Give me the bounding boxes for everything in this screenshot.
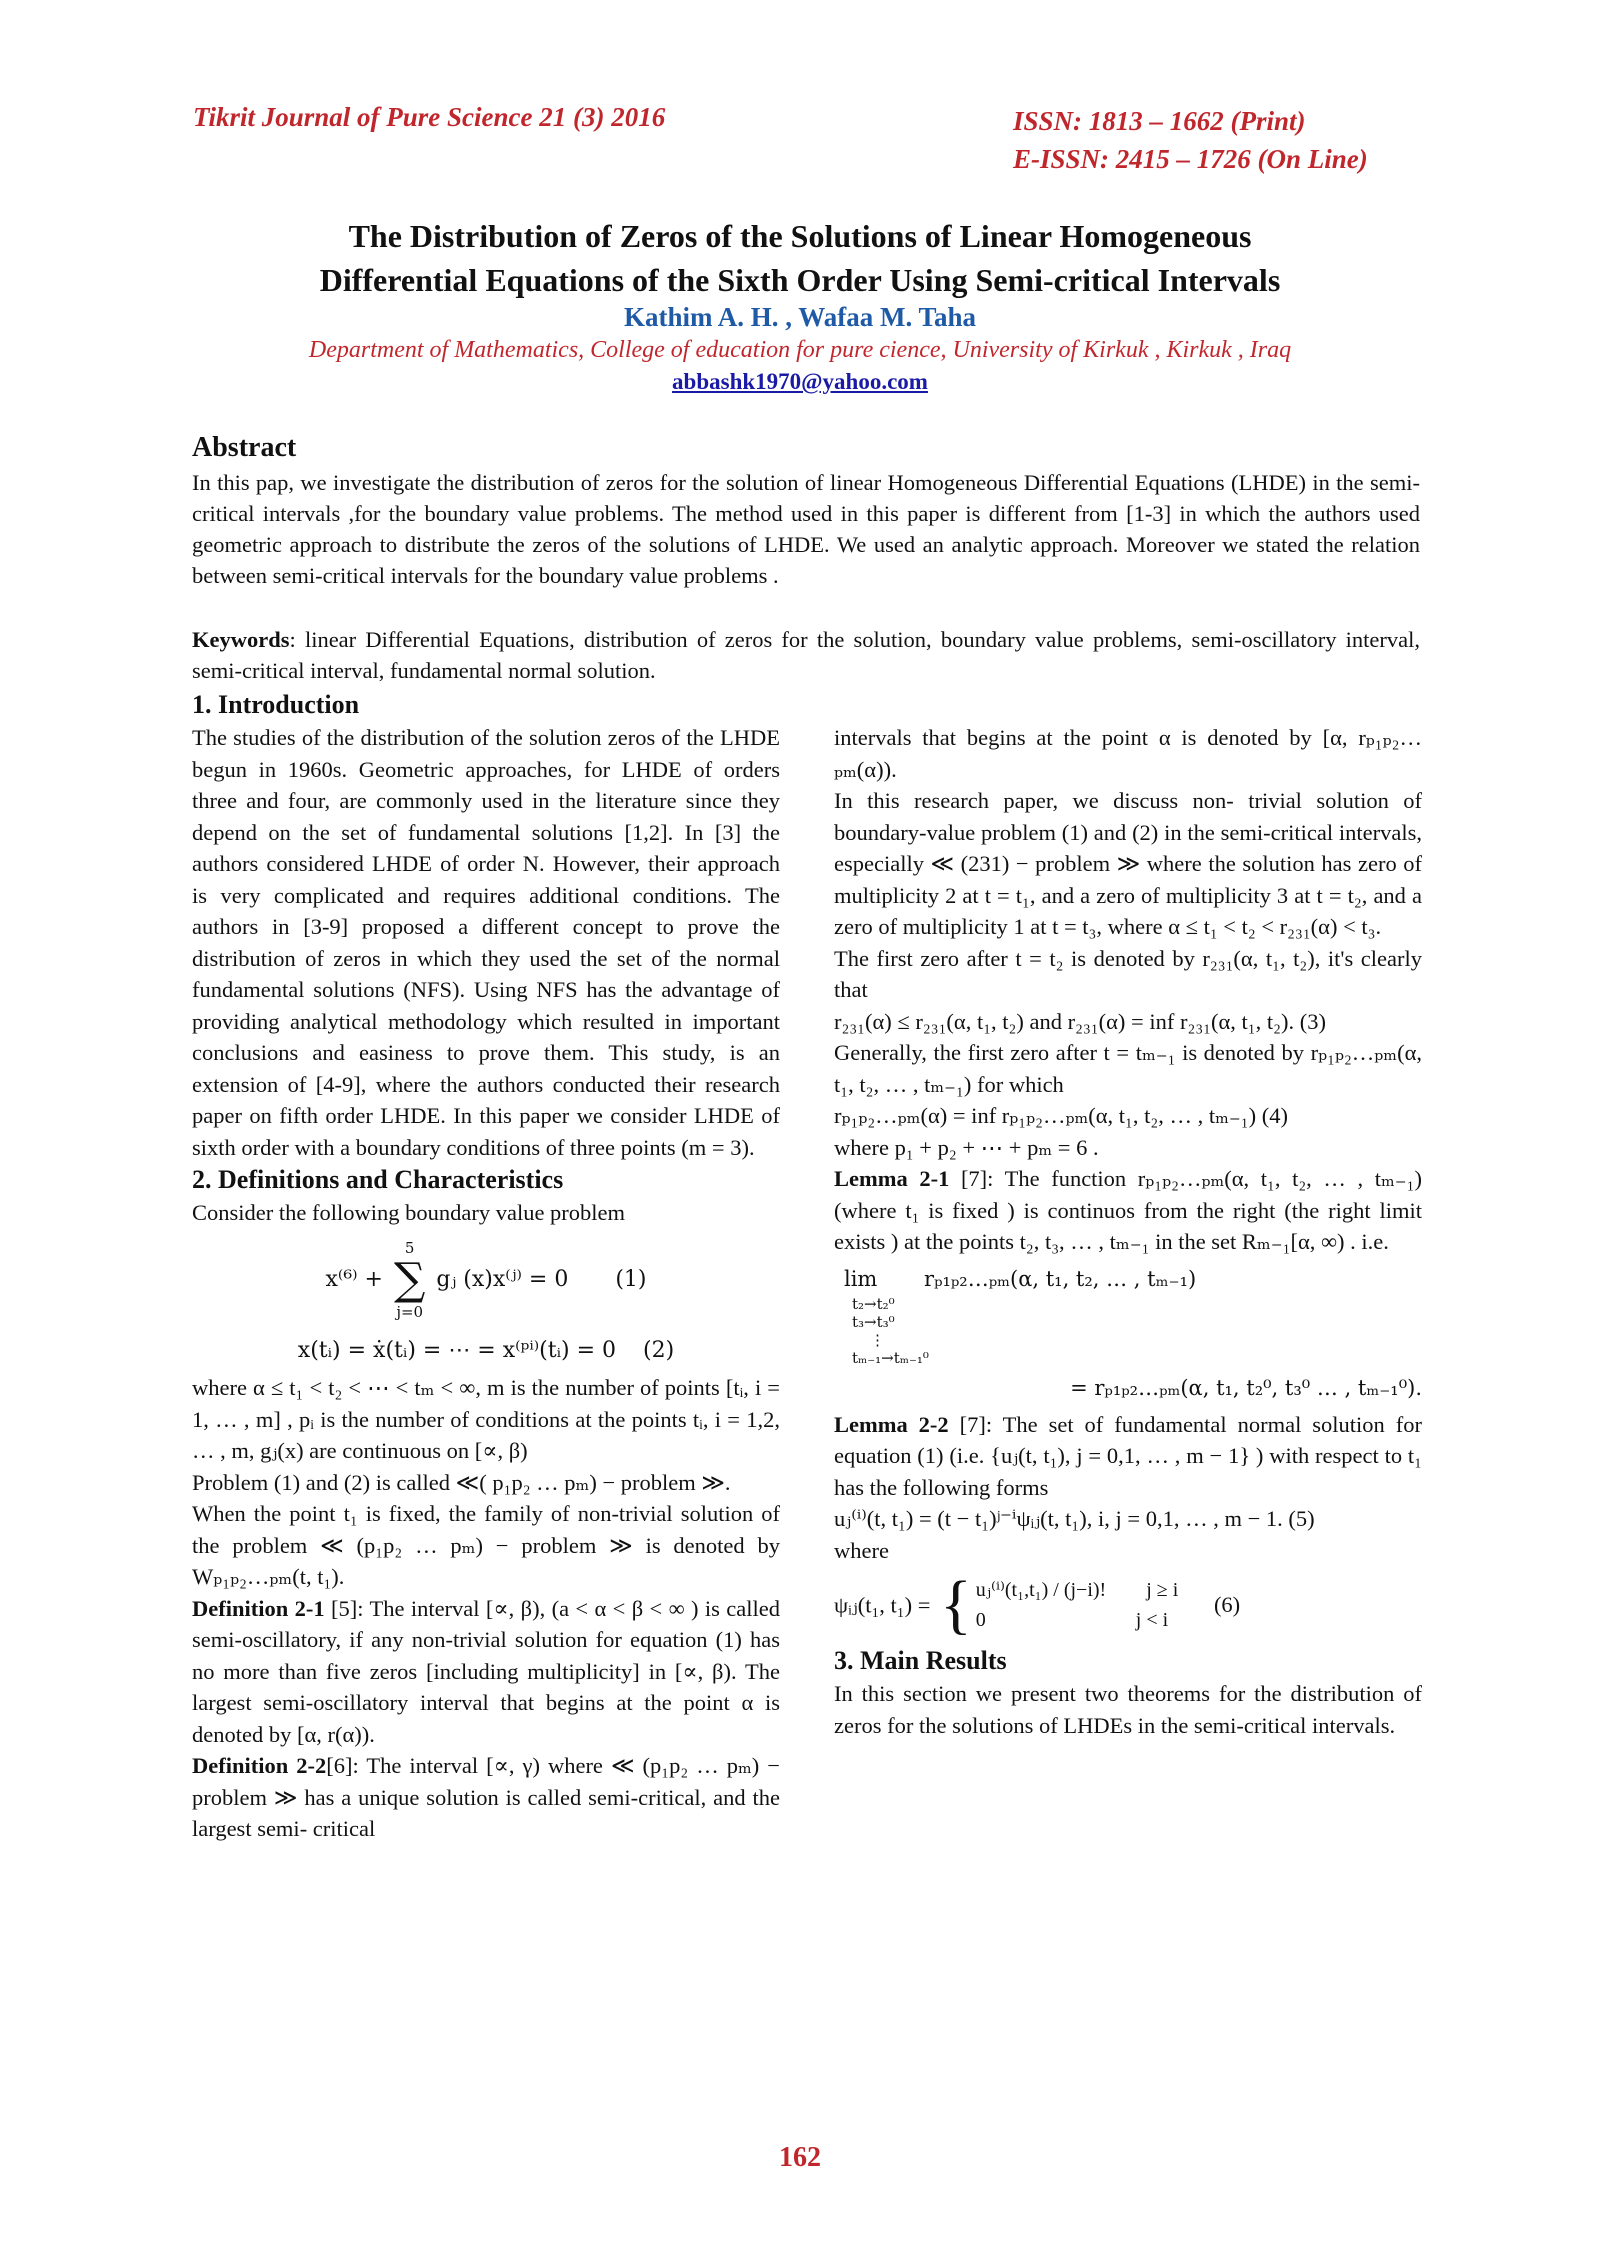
where-text: where α ≤ t₁ < t₂ < ⋯ < tₘ < ∞, m is the number of points [tᵢ, i = 1, … , m] , pᵢ is the number of conditions at the points tᵢ, i = 1,2, … , m, gⱼ(x) are continuous on [∝, β) xyxy=(192,1375,780,1463)
lim-sub-2: t₃→t₃⁰ xyxy=(852,1313,895,1331)
brace-icon: { xyxy=(940,1568,972,1641)
lim-rhs: = rₚ₁ₚ₂…ₚₘ(α, t₁, t₂⁰, t₃⁰ … , tₘ₋₁⁰). xyxy=(1070,1376,1422,1400)
limit-line xyxy=(844,1264,1422,1296)
eq1-lhs: x⁽⁶⁾ + xyxy=(325,1266,383,1292)
equation-5: uⱼ⁽ⁱ⁾(t, t₁) = (t − t₁)ʲ⁻ⁱψᵢⱼ(t, t₁), i, j = 0,1, … , m − 1. (5) xyxy=(834,1506,1315,1531)
paper-title xyxy=(180,214,1420,302)
eq6-number: (6) xyxy=(1213,1592,1241,1618)
sum-lower: j=0 xyxy=(396,1302,424,1321)
lim-sub-1: t₂→t₂⁰ xyxy=(852,1295,895,1313)
keywords-label: Keywords xyxy=(192,627,290,652)
continued-text: intervals that begins at the point α is denoted by [α, rₚ₁ₚ₂…ₚₘ(α)). xyxy=(834,725,1422,782)
right-column xyxy=(834,722,1422,1741)
issn-online: E-ISSN: 2415 – 1726 (On Line) xyxy=(1013,144,1368,174)
intro-text: The studies of the distribution of the solution zeros of the LHDE begun in 1960s. Geometric approaches, for LHDE of orders three and four, are commonly used in the literature since they depend on the set of fundamental solutions [1,2]. In [3] the authors considered LHDE of order N. However, their approach is very complicated and requires additional conditions. The authors in [3-9] proposed a different concept to prove the distribution of zeros in which they used the set of the normal fundamental solutions (NFS). Using NFS has the advantage of providing analytical methodology which resulted in important conclusions and easiness to prove them. This study, is an extension of [4-9], where the authors conducted their research paper on fifth order LHDE. In this paper we consider LHDE of sixth order with a boundary conditions of three points (m = 3). xyxy=(192,725,780,1160)
lemma21-label: Lemma 2-1 xyxy=(834,1166,950,1191)
def22-label: Definition 2-2 xyxy=(192,1753,327,1778)
keywords-text: : linear Differential Equations, distribution of zeros for the solution, boundary value problems, semi-oscillatory interval, semi-critical interval, fundamental normal solution. xyxy=(192,627,1420,683)
sum-upper: 5 xyxy=(404,1238,415,1257)
main-results-heading: 3. Main Results xyxy=(834,1646,1007,1675)
sigma-icon: ∑ xyxy=(393,1253,426,1305)
lim-sub-3: ⋮ xyxy=(870,1331,885,1349)
equation-6 xyxy=(834,1568,1422,1641)
lemma-2-1 xyxy=(834,1163,1422,1258)
eq6-case-rows xyxy=(976,1575,1179,1635)
eq6-lhs: ψᵢⱼ(t₁, t₁) = xyxy=(834,1592,931,1618)
def22-text: [6]: The interval [∝, γ) where ≪ (p₁p₂ … pₘ) − problem ≫ has a unique solution is called semi-critical, and the largest semi- critical xyxy=(192,1753,780,1841)
sum-condition: where p₁ + p₂ + ⋯ + pₘ = 6 . xyxy=(834,1134,1099,1160)
authors: Kathim A. H. , Wafaa M. Taha xyxy=(623,302,977,332)
equation-2 xyxy=(192,1335,780,1367)
journal-header: Tikrit Journal of Pure Science 21 (3) 2016 xyxy=(193,102,666,132)
eq6-cond-2: j < i xyxy=(1135,1609,1169,1631)
equation-4: rₚ₁ₚ₂…ₚₘ(α) = inf rₚ₁ₚ₂…ₚₘ(α, t₁, t₂, … , tₘ₋₁) (4) xyxy=(834,1103,1288,1128)
problem-text: Problem (1) and (2) is called ≪( p₁p₂ … pₘ) − problem ≫. xyxy=(192,1469,731,1495)
lim-sub-4: tₘ₋₁→tₘ₋₁⁰ xyxy=(852,1349,929,1367)
eq2-number: (2) xyxy=(643,1337,675,1363)
email-link[interactable]: abbashk1970@yahoo.com xyxy=(672,369,928,394)
def21-text: [5]: The interval [∝, β), (a < α < β < ∞ ) is called semi-oscillatory, if any non-trivial solution for equation (1) has no more than five zeros [including multiplicity] in [∝, β). The largest semi-oscillatory interval that begins at the point α is denoted by [α, r(α)). xyxy=(192,1595,780,1747)
eq6-cond-1: j ≥ i xyxy=(1146,1579,1179,1601)
lemma21-text: [7]: The function rₚ₁ₚ₂…ₚₘ(α, t₁, t₂, … , tₘ₋₁) (where t₁ is fixed ) is continuos from the right (the right limit exists ) at the points t₂, t₃, … , tₘ₋₁ in the set Rₘ₋₁[α, ∞) . i.e. xyxy=(834,1166,1422,1254)
main-results-text: In this section we present two theorems for the distribution of zeros for the solutions of LHDEs in the semi-critical intervals. xyxy=(834,1681,1422,1738)
definition-2-1 xyxy=(192,1593,780,1751)
affiliation: Department of Mathematics, College of education for pure cience, University of Kirkuk , Kirkuk , Iraq xyxy=(308,337,1292,363)
eq6-case-1-value: uⱼ⁽ⁱ⁾(t₁,t₁) / (j−i)! xyxy=(975,1579,1107,1601)
eq6-case-1 xyxy=(976,1575,1179,1605)
limit-expression xyxy=(844,1264,1422,1405)
eq2-body: x(tᵢ) = ẋ(tᵢ) = ⋯ = x⁽ᵖⁱ⁾(tᵢ) = 0 xyxy=(297,1337,617,1363)
keywords xyxy=(192,624,1420,686)
definition-2-2 xyxy=(192,1750,780,1845)
research-paragraph: In this research paper, we discuss non- trivial solution of boundary-value problem (1) and (2) in the semi-critical intervals, especially ≪ (231) − problem ≫ where the solution has zero of multiplicity 2 at t = t₁, and a zero of multiplicity 3 at t = t₂, and a zero of multiplicity 1 at t = t₃, where α ≤ t₁ < t₂ < r₂₃₁(α) < t₃. xyxy=(834,788,1422,939)
eq6-case-2 xyxy=(976,1605,1179,1635)
eq6-cases xyxy=(936,1568,1179,1641)
eq1-number: (1) xyxy=(615,1266,647,1292)
title-line-1: The Distribution of Zeros of the Solutions of Linear Homogeneous xyxy=(348,218,1252,254)
title-line-2: Differential Equations of the Sixth Order Using Semi-critical Intervals xyxy=(319,262,1281,298)
eq1-rhs: gⱼ (x)x⁽ʲ⁾ = 0 xyxy=(436,1266,569,1292)
lim-expr: rₚ₁ₚ₂…ₚₘ(α, t₁, t₂, … , tₘ₋₁) xyxy=(924,1266,1197,1291)
page-number: 162 xyxy=(779,2142,821,2173)
defs-intro: Consider the following boundary value problem xyxy=(192,1200,626,1225)
equation-1 xyxy=(192,1239,780,1321)
lim-word: lim xyxy=(844,1266,878,1291)
lemma-2-2 xyxy=(834,1409,1422,1504)
where-word: where xyxy=(834,1537,889,1563)
issn-print: ISSN: 1813 – 1662 (Print) xyxy=(1013,106,1306,136)
sum-symbol xyxy=(394,1239,425,1321)
equation-3: r₂₃₁(α) ≤ r₂₃₁(α, t₁, t₂) and r₂₃₁(α) = inf r₂₃₁(α, t₁, t₂). (3) xyxy=(834,1008,1326,1034)
lemma22-text: [7]: The set of fundamental normal solution for equation (1) (i.e. {uⱼ(t, t₁), j = 0,1, … , m − 1} ) with respect to t₁ has the following forms xyxy=(834,1411,1422,1500)
eq6-case-2-value: 0 xyxy=(975,1609,986,1631)
lemma22-label: Lemma 2-2 xyxy=(834,1411,949,1437)
defs-heading: 2. Definitions and Characteristics xyxy=(192,1165,564,1194)
def21-label: Definition 2-1 xyxy=(192,1595,325,1621)
family-text: When the point t₁ is fixed, the family of non-trivial solution of the problem ≪ (p₁p₂ … pₘ) − problem ≫ is denoted by Wₚ₁ₚ₂…ₚₘ(t, t₁). xyxy=(192,1501,780,1589)
intro-heading: 1. Introduction xyxy=(192,690,360,719)
general-paragraph: Generally, the first zero after t = tₘ₋₁ is denoted by rₚ₁ₚ₂…ₚₘ(α, t₁, t₂, … , tₘ₋₁) for which xyxy=(834,1040,1422,1097)
abstract-text: In this pap, we investigate the distribution of zeros for the solution of linear Homogeneous Differential Equations (LHDE) in the semi-critical intervals ,for the boundary value problems. The method used in this paper is different from [1-3] in which the authors used geometric approach to distribute the zeros of the solutions of LHDE. We used an analytic approach. Moreover we stated the relation between semi-critical intervals for the boundary value problems . xyxy=(192,470,1420,588)
left-column xyxy=(192,688,780,1845)
abstract-heading: Abstract xyxy=(192,432,297,463)
issn-header xyxy=(1013,102,1368,178)
first-zero-paragraph: The first zero after t = t₂ is denoted by r₂₃₁(α, t₁, t₂), it's clearly that xyxy=(834,945,1422,1002)
